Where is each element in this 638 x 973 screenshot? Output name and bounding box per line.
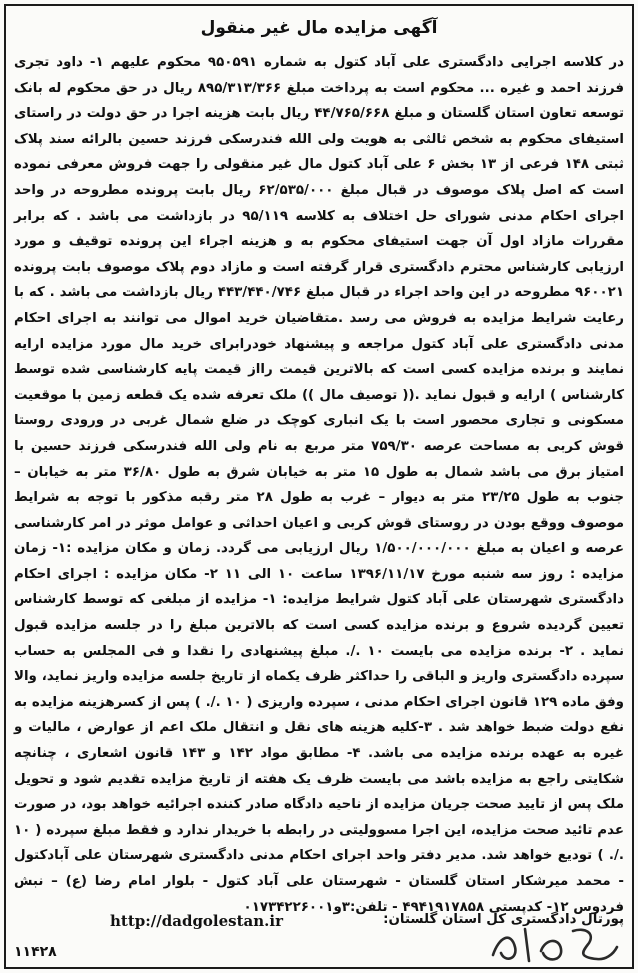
reference-number: ۱۱۴۲۸ (14, 944, 57, 960)
handwritten-mark (485, 917, 625, 969)
portal-label: پورتال دادگستری کل استان گلستان: (383, 912, 624, 927)
notice-body: در کلاسه اجرایی دادگستری علی آباد کتول به شماره ۹۵۰۵۹۱ محکوم علیهم ۱- داود تجری فرزند احمد و غیره ... محکوم است به پرداخت مبلغ ۸۹۵/۳۱۳/۳۶۶ ریال در حق محکوم له بانک توسعه تعاون استان گلستان و مبلغ ۴۴/۷۶۵/۶۶۸ ریال بابت هزینه اجرا در حق دولت در راستای استیفای محکوم به شخص ثالثی به هویت ولی الله فندرسکی فرزند حسین بالرائه سند پلاک ثبتی ۱۴۸ فرعی از ۱۳ بخش ۶ علی آباد کتول مال غیر منقولی را جهت فروش معرفی نموده است که اصل پلاک موصوف در قبال مبلغ ۶۲/۵۳۵/۰۰۰ ریال بابت پرونده مطروحه در واحد اجرای احکام مدنی شورای حل اختلاف به کلاسه ۹۵/۱۱۹ در بازداشت می باشد . که برابر مقررات مازاد اول آن جهت استیفای محکوم به و هزینه اجراء این پرونده توقیف و مورد ارزیابی کارشناس محترم دادگستری قرار گرفته است و مازاد دوم پلاک موصوف بابت پرونده ۹۶۰۰۲۱ مطروحه در این واحد اجراء در قبال مبلغ ۴۴۳/۴۴۰/۷۴۶ ریال بازداشت می باشد . که با رعایت شرایط مزایده به فروش می رسد .متقاضیان خرید اموال می توانند به اجرای احکام مدنی دادگستری علی آباد کتول مراجعه و پیشنهاد خودرابرای خرید مال مورد مزایده ارایه نمایند و برنده مزایده کسی است که بالاترین قیمت رااز قیمت پایه کارشناسی شده توسط کارشناس ) ارایه و قبول نماید .(( توصیف مال )) ملک تعرفه شده یک قطعه زمین با موقعیت مسکونی و تجاری محصور است با یک انباری کوچک در ضلع شمال غربی در ورودی روستا قوش کربی به مساحت عرصه ۷۵۹/۳۰ متر مربع به نام ولی الله فندرسکی فرزند حسین با امتیاز برق می باشد شمال به طول ۱۵ متر به خیابان شرق به طول ۳۶/۸۰ متر به خیابان – جنوب به طول ۲۳/۲۵ متر به دیوار – غرب به طول ۲۸ متر رقبه مذکور با توجه به شرایط موصوف ووقع بودن در روستای قوش کربی و اعیان احداثی و عوامل موثر در امر کارشناسی عرصه و اعیان به مبلغ ۱/۵۰۰/۰۰۰/۰۰۰ ریال ارزیابی می گردد. زمان و مکان مزایده :۱- زمان مزایده : روز سه شنبه مورخ ۱۳۹۶/۱۱/۱۷ ساعت ۱۰ الی ۱۱ ۲- مکان مزایده : اجرای احکام دادگستری شهرستان علی آباد کتول شرایط مزایده: ۱- مزایده از مبلغی که توسط کارشناس تعیین گردیده شروع و برنده مزایده کسی است که بالاترین مبلغ را در جلسه مزایده قبول نماید . ۲- برنده مزایده می بایست ۱۰ ./. مبلغ پیشنهادی را نقدا و فی المجلس به حساب سپرده دادگستری واریز و الباقی را حداکثر ظرف یکماه از تاریخ جلسه مزایده واریز نماید، والا وفق ماده ۱۲۹ قانون اجرای احکام مدنی ، سپرده واریزی ( ۱۰ ./. ) پس از کسرهزینه مزایده به نفع دولت ضبط خواهد شد . ۳-کلیه هزینه های نقل و انتقال ملک اعم از عوارض ، مالیات و غیره به عهده برنده مزایده می باشد. ۴- مطابق مواد ۱۴۲ و ۱۴۳ قانون اشعاری ، چنانچه شکایتی راجع به مزایده باشد می بایست ظرف یک هفته از تاریخ مزایده تقدیم شود و تحویل ملک پس از تایید صحت جریان مزایده از ناحیه دادگاه صادر کننده اجرائیه خواهد بود، در صورت عدم تائید صحت مزایده، این اجرا مسوولیتی در رابطه با خریدار ندارد و فقط مبلغ سپرده ( ۱۰ ./. ) تودیع خواهد شد. مدیر دفتر واحد اجرای احکام مدنی دادگستری شهرستان علی آبادکتول - محمد میرشکار استان گلستان - شهرستان علی آباد کتول - بلوار امام رضا (ع) – نبش فردوس ۱۲- کدپستی ۴۹۴۱۹۱۷۸۵۸ - تلفن:۳و۰۱۷۳۴۲۲۶۰۰۱ (14, 55, 625, 915)
portal-url[interactable]: http://dadgolestan.ir (110, 912, 283, 930)
notice-title: آگهی مزایده مال غیر منقول (200, 18, 438, 38)
